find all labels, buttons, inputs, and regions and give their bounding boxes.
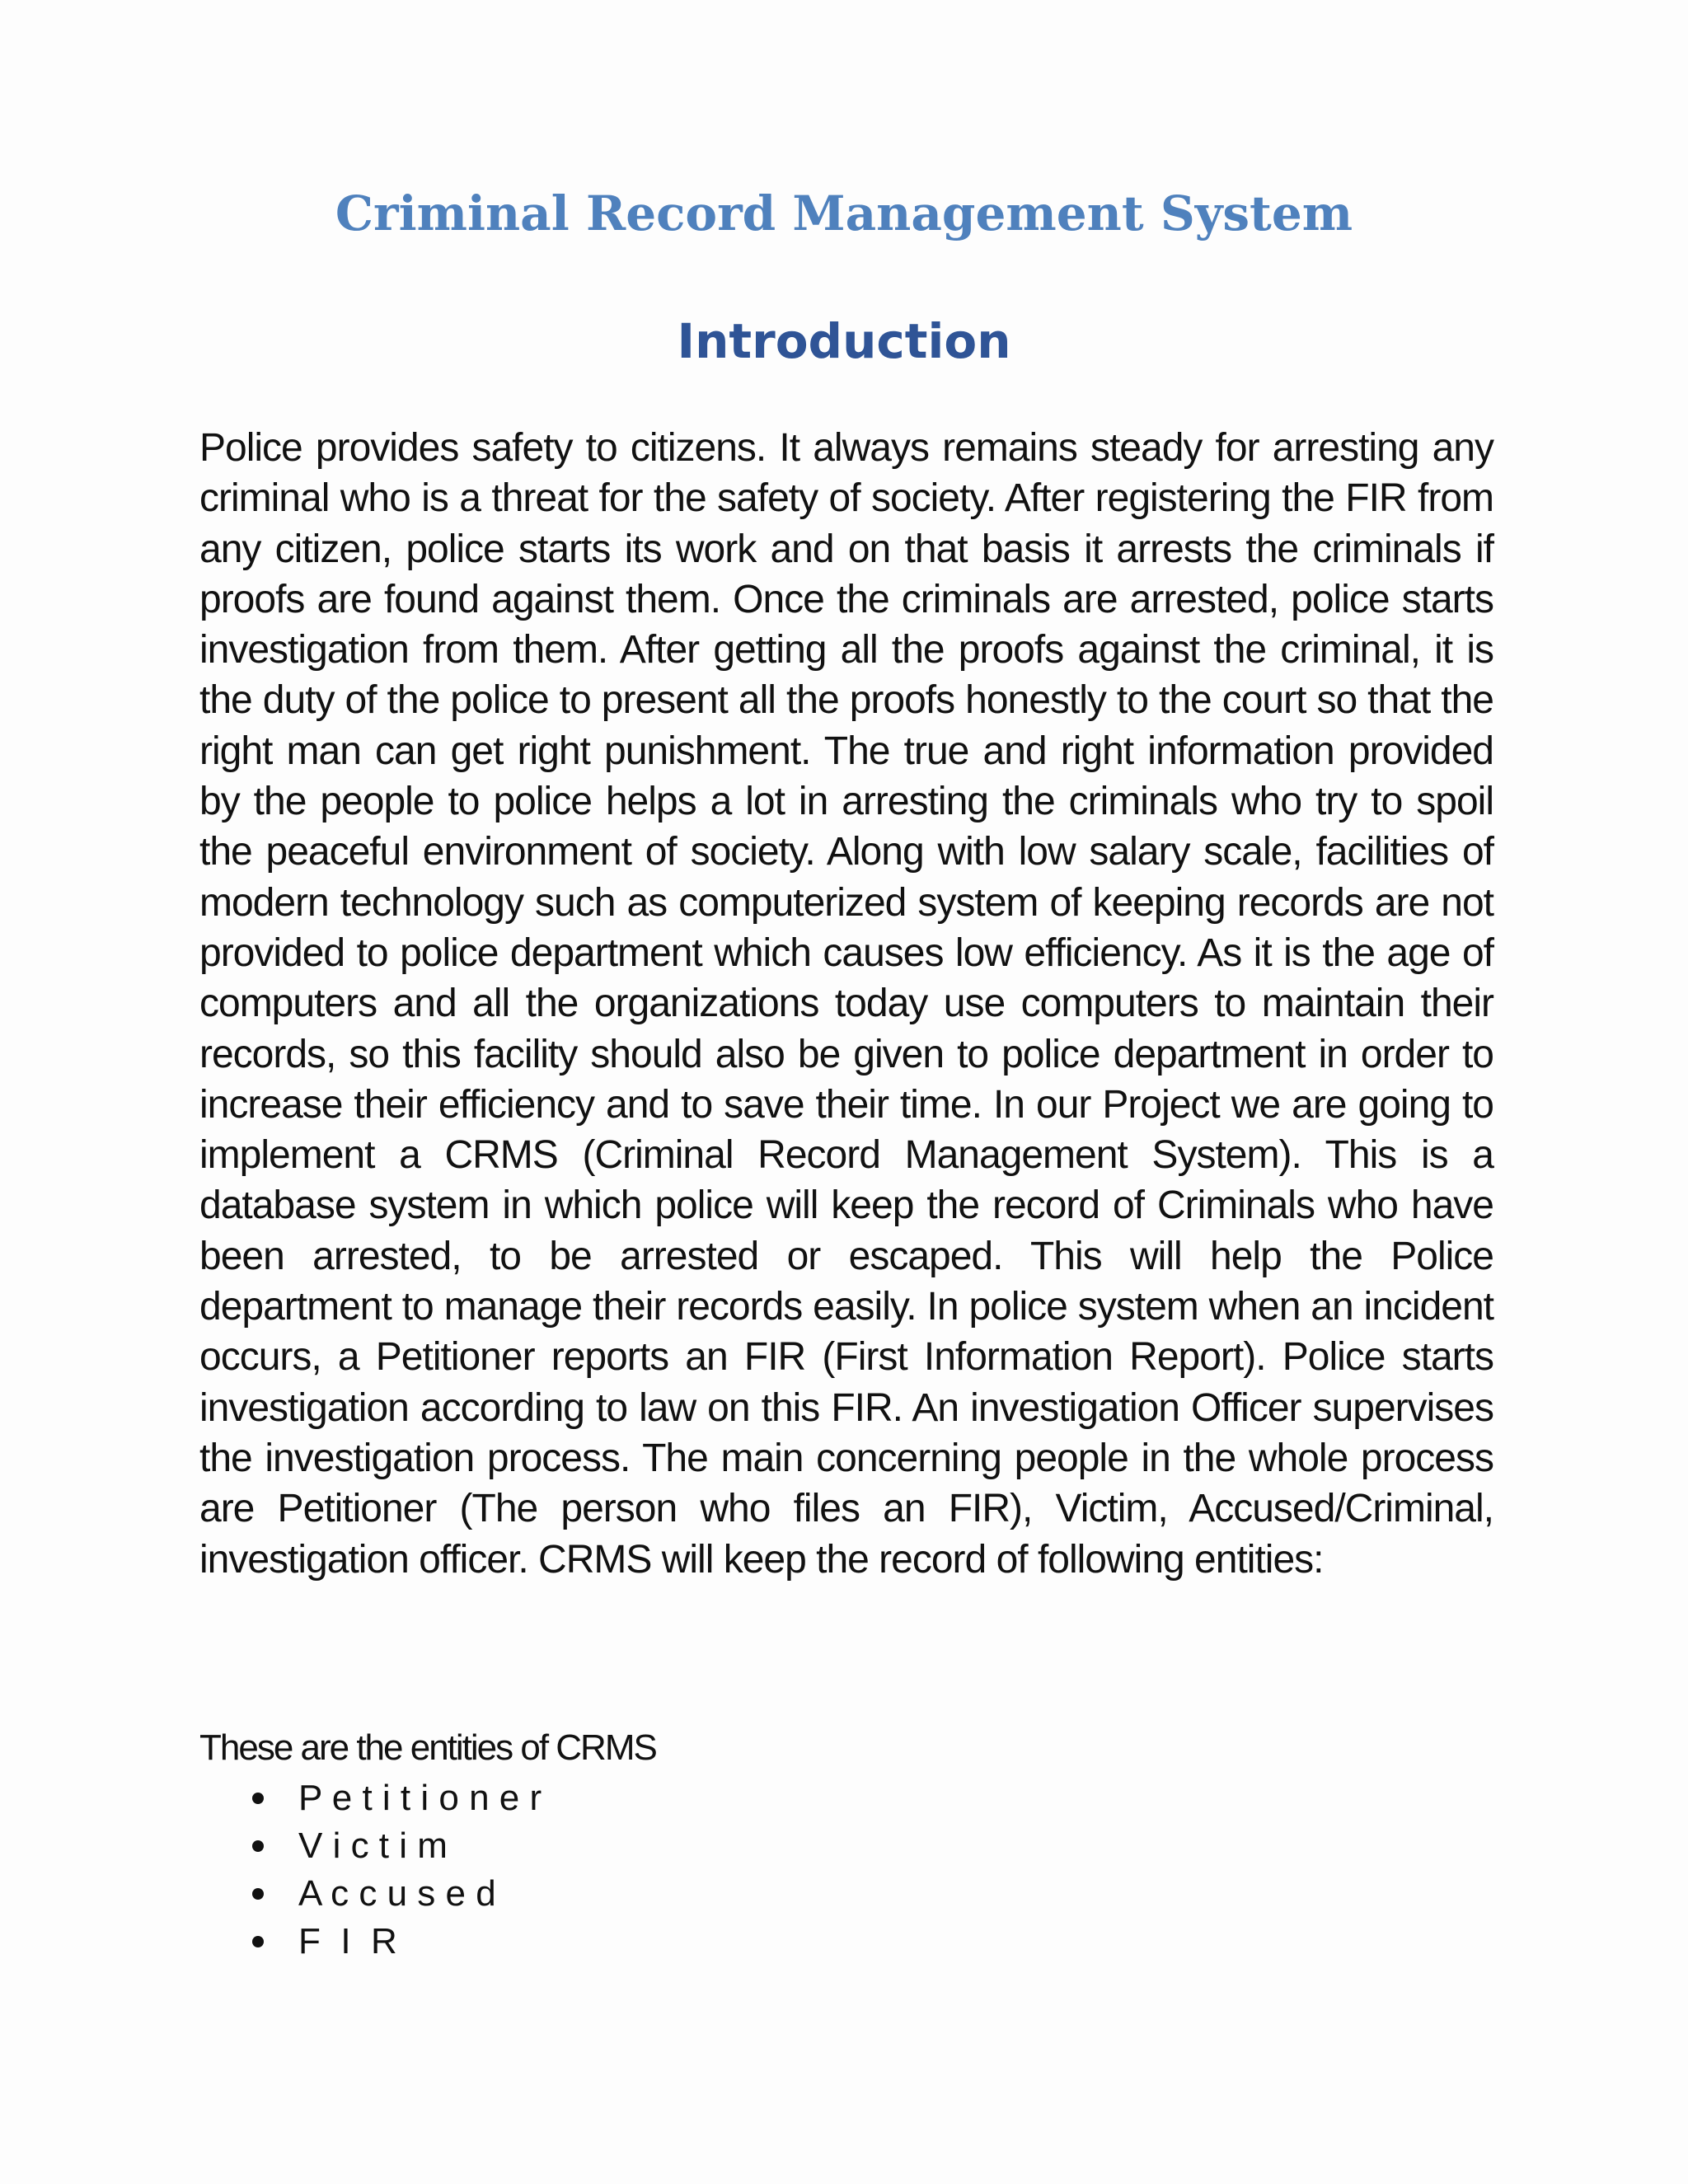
bullet-icon: [252, 1936, 264, 1947]
entity-label: V i c t i m: [298, 1825, 448, 1866]
bullet-icon: [252, 1888, 264, 1900]
entities-intro-text: These are the entities of CRMS: [199, 1727, 656, 1768]
entity-label: A c c u s e d: [298, 1873, 496, 1914]
entity-label: P e t i t i o n e r: [298, 1778, 542, 1818]
section-heading-introduction: Introduction: [677, 313, 1011, 369]
bullet-icon: [252, 1840, 264, 1852]
bullet-icon: [252, 1793, 264, 1804]
entity-label: F I R: [298, 1921, 397, 1961]
document-title: Criminal Record Management System: [335, 185, 1353, 241]
introduction-paragraph: Police provides safety to citizens. It always remains steady for arresting any criminal who is a threat for the safety of society. After registering the FIR from any citizen, police starts its work and on that basis it arrests the criminals if proofs are found against them. Once the criminals are arrested, police starts investigation from them. After getting all the proofs against the criminal, it is the duty of the police to present all the proofs honestly to the court so that the right man can get right punishment. The true and right information provided by the people to police helps a lot in arresting the criminals who try to spoil the peaceful environment of society. Along with low salary scale, facilities of modern technology such as computerized system of keeping records are not provided to police department which causes low efficiency. As it is the age of computers and all the organizations today use computers to maintain their records, so this facility should also be given to police department in order to increase their efficiency and to save their time. In our Project we are going to implement a CRMS (Criminal Record Management System). This is a database system in which police will keep the record of Criminals who have been arrested, to be arrested or escaped. This will help the Police department to manage their records easily. In police system when an incident occurs, a Petitioner reports an FIR (First Information Report). Police starts investigation according to law on this FIR. An investigation Officer supervises the investigation process. The main concerning people in the whole process are Petitioner (The person who files an FIR), Victim, Accused/Criminal, investigation officer. CRMS will keep the record of following entities:: [199, 426, 1493, 1582]
